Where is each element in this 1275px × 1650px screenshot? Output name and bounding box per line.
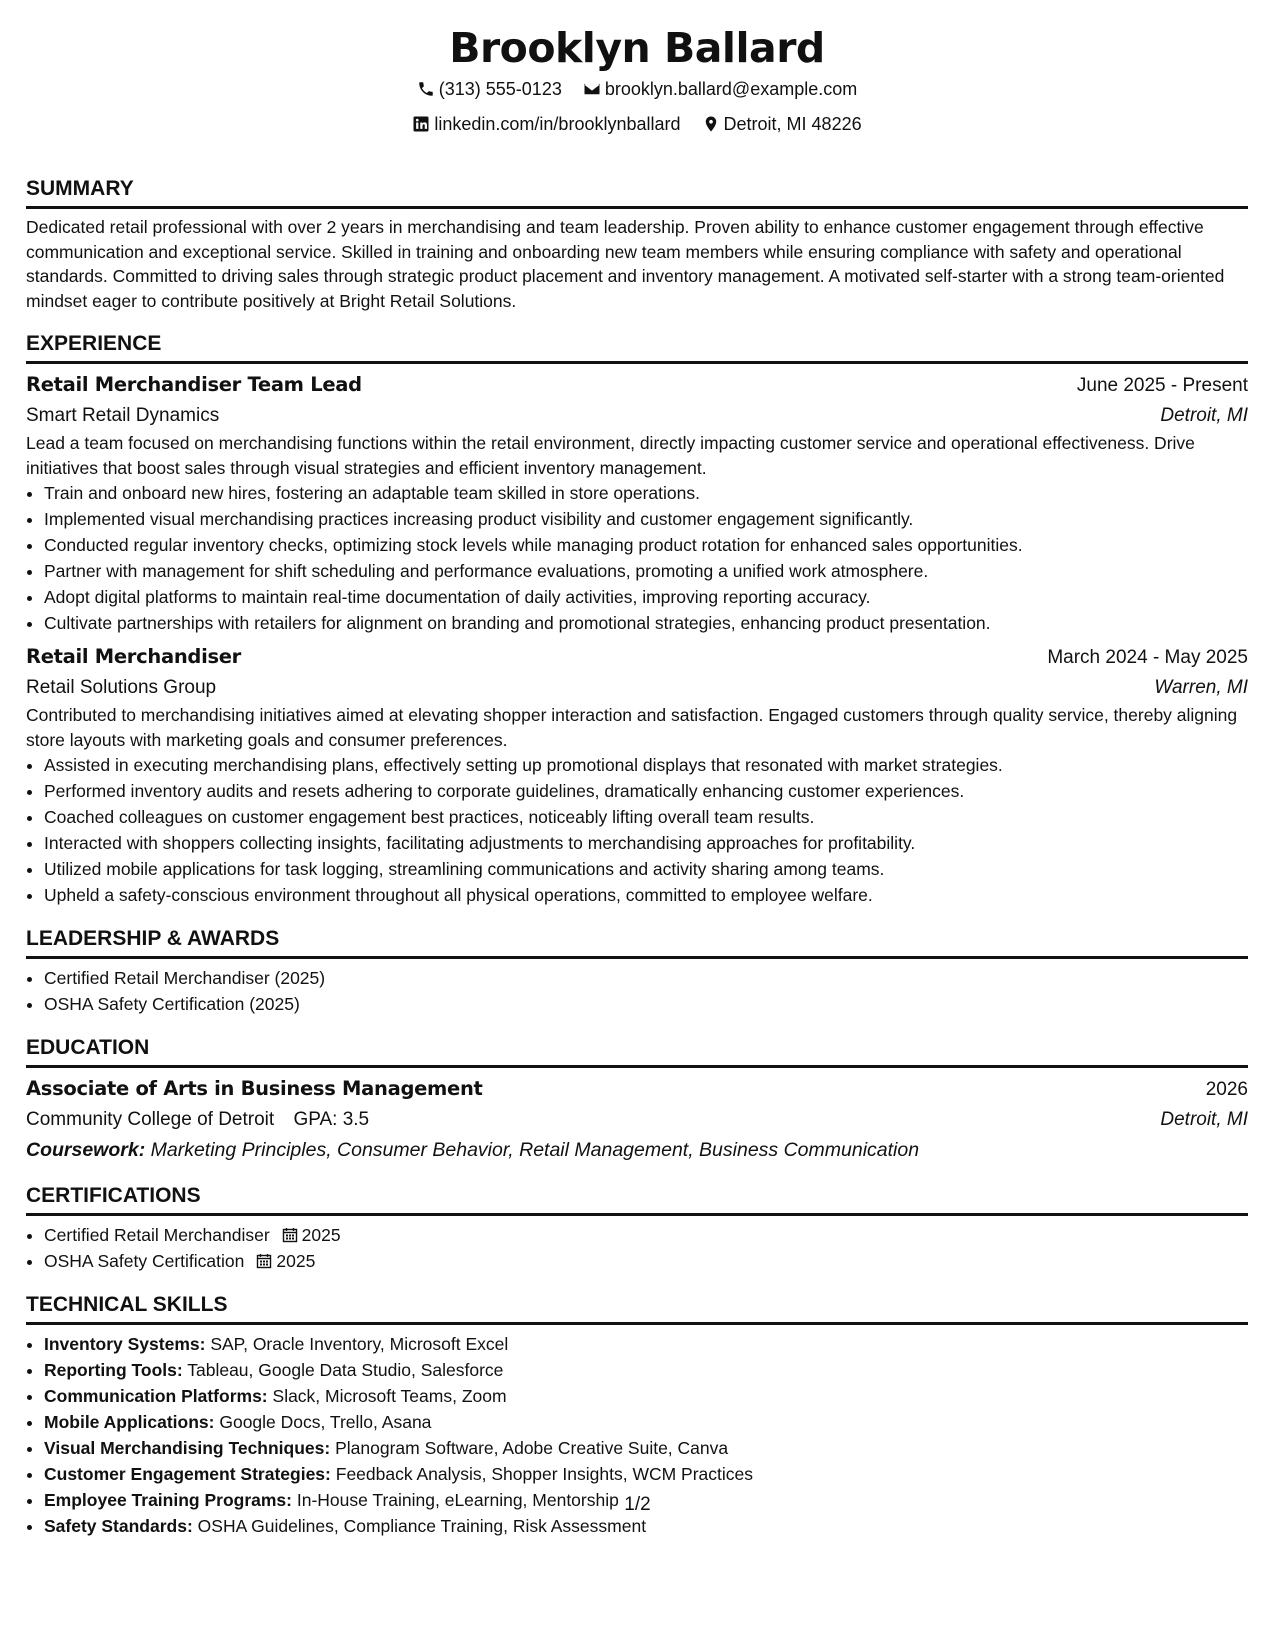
calendar-icon [282,1224,298,1240]
list-item [44,1357,1248,1383]
skill-label: Visual Merchandising Techniques: [44,1438,331,1458]
email-contact[interactable] [583,78,857,100]
list-item [44,1383,1248,1409]
linkedin-icon [412,115,430,133]
skill-value: Planogram Software, Adobe Creative Suite, Canva [335,1438,729,1458]
list-item: • Coached colleagues on customer engagement best practices, noticeably lifting overall team results. [44,804,1248,830]
list-item [44,1435,1248,1461]
skill-value: Slack, Microsoft Teams, Zoom [272,1386,507,1406]
skill-value: Google Docs, Trello, Asana [219,1412,432,1432]
section-title: SUMMARY [26,176,1248,209]
gpa: GPA: 3.5 [293,1109,370,1130]
job-dates: March 2024 - May 2025 [1047,647,1248,668]
section-title: EDUCATION [26,1035,1248,1068]
email-text[interactable]: brooklyn.ballard@example.com [604,79,858,99]
list-item: • Upheld a safety-conscious environment throughout all physical operations, committed to employee welfare. [44,882,1248,908]
school-name: Community College of Detroit [26,1109,275,1130]
cert-year: 2025 [276,1251,316,1271]
location-contact [702,113,862,135]
job-description: Contributed to merchandising initiatives aimed at elevating shopper interaction and satisfaction. Engaged customers through quality service, thereby aligning store layouts with marketing goals and consumer preferences. [26,705,1238,750]
job-dates: June 2025 - Present [1076,375,1248,396]
skill-label: Customer Engagement Strategies: [44,1464,331,1484]
education-section [26,1035,1248,1165]
contact-row-2 [26,113,1248,138]
coursework-text: Marketing Principles, Consumer Behavior, Retail Management, Business Communication [150,1139,920,1161]
map-pin-icon [702,115,720,133]
job-description: Lead a team focused on merchandising functions within the retail environment, directly impacting customer service and operational effectiveness. Drive initiatives that boost sales through visual strategies and efficient inventory management. [26,433,1195,478]
summary-text: Dedicated retail professional with over 2 years in merchandising and team leadership. Proven ability to enhance customer engagement through effective communication and exceptional service. Skilled in training and onboarding new team members while ensuring compliance with safety and operational standards. Committed to driving sales through strategic product placement and inventory management. A motivated self-starter with a strong team-oriented mindset eager to contribute positively at Bright Retail Solutions. [26,217,1225,311]
section-title: LEADERSHIP & AWARDS [26,926,1248,959]
phone-contact [417,78,562,100]
phone-icon [417,80,435,98]
list-item: • Utilized mobile applications for task logging, streamlining communications and activity sharing among teams. [44,856,1248,882]
job-company: Retail Solutions Group [26,677,217,698]
certifications-section [26,1183,1248,1274]
list-item [44,1461,1248,1487]
coursework-label: Coursework: [26,1139,146,1161]
skill-label: Mobile Applications: [44,1412,215,1432]
degree-title: Associate of Arts in Business Management [26,1077,483,1100]
list-item: • Adopt digital platforms to maintain real-time documentation of daily activities, improving reporting accuracy. [44,584,1248,610]
skill-value: Tableau, Google Data Studio, Salesforce [187,1360,504,1380]
coursework [26,1135,1248,1165]
page-number: 1/2 [624,1494,651,1515]
list-item [44,1222,1248,1248]
summary-section [26,176,1248,313]
skill-label: Reporting Tools: [44,1360,183,1380]
list-item [44,1409,1248,1435]
job-entry [26,642,1248,908]
skill-value: SAP, Oracle Inventory, Microsoft Excel [210,1334,509,1354]
job-company: Smart Retail Dynamics [26,405,220,426]
candidate-name: Brooklyn Ballard [449,24,825,72]
list-item: • Cultivate partnerships with retailers for alignment on branding and promotional strategies, enhancing product presentation. [44,610,1248,636]
list-item: • Assisted in executing merchandising plans, effectively setting up promotional displays that resonated with market strategies. [44,752,1248,778]
leadership-section [26,926,1248,1017]
job-entry [26,370,1248,636]
calendar-icon [256,1250,272,1266]
resume-page [26,0,1248,1539]
section-title: CERTIFICATIONS [26,1183,1248,1216]
skill-label: Communication Platforms: [44,1386,268,1406]
contact-row-1 [26,78,1248,103]
phone-text: (313) 555-0123 [438,79,562,99]
skill-label: Safety Standards: [44,1516,193,1536]
job-title: Retail Merchandiser [26,645,241,668]
cert-name: OSHA Safety Certification [44,1251,245,1271]
cert-year: 2025 [301,1225,341,1245]
cert-name: Certified Retail Merchandiser [44,1225,270,1245]
list-item: • OSHA Safety Certification (2025) [44,991,1248,1017]
job-title: Retail Merchandiser Team Lead [26,373,362,396]
graduation-year: 2026 [1205,1079,1248,1100]
list-item [44,1248,1248,1274]
envelope-icon [583,80,601,98]
leadership-list [26,965,1248,1017]
certifications-list [26,1222,1248,1274]
job-location: Warren, MI [1154,677,1248,698]
experience-section [26,331,1248,908]
list-item: • Implemented visual merchandising practices increasing product visibility and customer engagement significantly. [44,506,1248,532]
skill-value: In-House Training, eLearning, Mentorship [296,1490,619,1510]
job-bullets [26,752,1248,908]
list-item: • Train and onboard new hires, fostering an adaptable team skilled in store operations. [44,480,1248,506]
list-item: • Conducted regular inventory checks, optimizing stock levels while managing product rotation for enhanced sales opportunities. [44,532,1248,558]
section-title: EXPERIENCE [26,331,1248,364]
linkedin-text[interactable]: linkedin.com/in/brooklynballard [434,114,681,134]
skill-value: Feedback Analysis, Shopper Insights, WCM Practices [335,1464,754,1484]
skill-value: OSHA Guidelines, Compliance Training, Risk Assessment [197,1516,647,1536]
skill-label: Inventory Systems: [44,1334,206,1354]
job-location: Detroit, MI [1160,405,1248,426]
list-item [44,1513,1248,1539]
section-title: TECHNICAL SKILLS [26,1292,1248,1325]
job-bullets [26,480,1248,636]
list-item [44,1331,1248,1357]
list-item: • Interacted with shoppers collecting insights, facilitating adjustments to merchandising approaches for profitability. [44,830,1248,856]
school-location: Detroit, MI [1160,1109,1248,1130]
location-text: Detroit, MI 48226 [723,114,862,134]
list-item: • Performed inventory audits and resets adhering to corporate guidelines, dramatically enhancing customer experiences. [44,778,1248,804]
linkedin-contact[interactable] [412,113,680,135]
list-item: • Partner with management for shift scheduling and performance evaluations, promoting a unified work atmosphere. [44,558,1248,584]
skill-label: Employee Training Programs: [44,1490,292,1510]
list-item: • Certified Retail Merchandiser (2025) [44,965,1248,991]
